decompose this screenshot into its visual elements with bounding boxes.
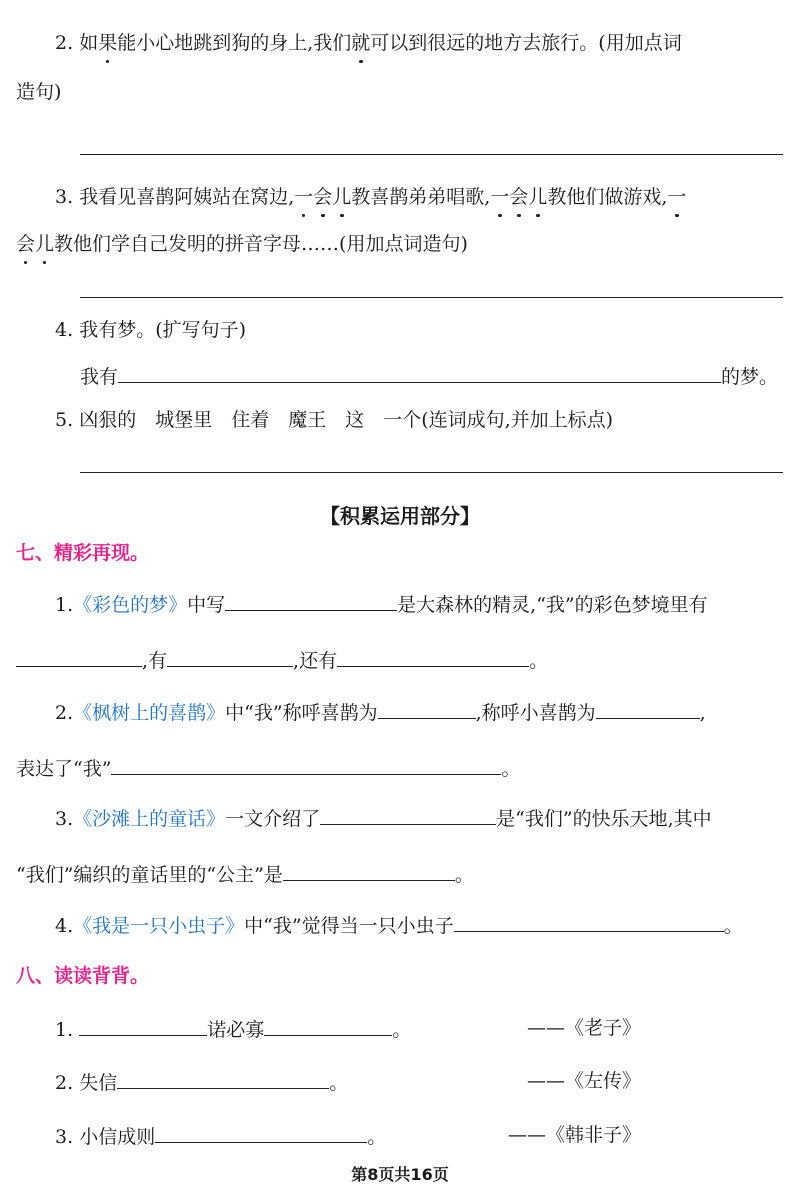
s7-q1-blank-4[interactable]	[337, 646, 529, 667]
s8-item-1	[55, 1015, 411, 1043]
s7-q2-blank-2[interactable]	[596, 698, 700, 719]
q5-prompt	[55, 407, 613, 433]
s7-q4-line1	[55, 911, 743, 939]
q4-fill-line	[80, 362, 778, 390]
q3-line2	[16, 231, 468, 257]
s7-q1-text-b: 是大森林的精灵,“我”的彩色梦境里有	[397, 594, 708, 616]
q3-text-b: 教喜鹊弟弟唱歌,	[351, 186, 491, 208]
s8-item-1-end: 。	[392, 1019, 412, 1041]
q2-line2: 造句)	[16, 81, 62, 103]
s7-q4-text-b: 。	[723, 915, 743, 937]
q3-dotted-word-1: 一会儿	[294, 186, 352, 208]
s8-item-3-source: ——《韩非子》	[508, 1124, 642, 1146]
s7-q2-line2	[16, 754, 520, 782]
q2-line1	[55, 30, 682, 56]
s8-item-3-end: 。	[367, 1126, 387, 1148]
s7-q2-line1	[55, 698, 706, 726]
s7-q2-number: 2.	[55, 702, 74, 724]
q3-number: 3.	[55, 186, 74, 208]
section-8-title: 八、读读背背。	[16, 965, 150, 987]
s8-item-3	[55, 1122, 386, 1150]
s7-q1-blank-3[interactable]	[167, 646, 293, 667]
s8-item-3-blank[interactable]	[155, 1122, 367, 1143]
q5-number: 5.	[55, 409, 74, 431]
s8-item-1-number: 1.	[55, 1019, 74, 1041]
s8-item-1-text: 诺必寡	[207, 1019, 265, 1041]
s7-q2-blank-1[interactable]	[378, 698, 476, 719]
s8-item-1-blank-2[interactable]	[264, 1015, 392, 1036]
s8-item-2-text: 失信	[79, 1072, 118, 1094]
s7-q1-blank-1[interactable]	[225, 590, 397, 611]
q4-prompt	[55, 317, 246, 343]
s7-q1-book-title: 《彩色的梦》	[73, 594, 188, 616]
q3-dotted-word-2: 一会儿	[490, 186, 548, 208]
s7-q1-text-a: 中写	[187, 594, 226, 616]
s8-item-2-number: 2.	[55, 1072, 74, 1094]
s7-q4-number: 4.	[55, 915, 74, 937]
q2-answer-line[interactable]	[80, 154, 783, 155]
q2-text-b: 能小心地跳到狗的身上,我们	[117, 32, 352, 54]
q4-number: 4.	[55, 319, 74, 341]
q3-dotted-word-3: 一	[667, 186, 687, 208]
s7-q2-text-d: 表达了“我”	[16, 758, 112, 780]
s7-q1-text-c: ,有	[142, 650, 168, 672]
s7-q3-line1	[55, 804, 712, 832]
s7-q3-blank-1[interactable]	[320, 804, 496, 825]
s7-q1-text-e: 。	[529, 650, 549, 672]
s7-q4-book-title: 《我是一只小虫子》	[73, 915, 245, 937]
s7-q3-number: 3.	[55, 808, 74, 830]
s7-q1-blank-2[interactable]	[16, 646, 142, 667]
q2-dotted-word-1: 果	[98, 32, 118, 54]
q4-text: 我有梦。(扩写句子)	[79, 319, 247, 341]
q3-text-d: 教他们学自己发明的拼音字母……(用加点词造句)	[54, 233, 468, 255]
part-title: 【积累运用部分】	[320, 504, 480, 528]
q5-answer-line[interactable]	[80, 472, 783, 473]
s8-item-2-source: ——《左传》	[527, 1070, 642, 1092]
s7-q2-text-a: 中“我”称呼喜鹊为	[225, 702, 378, 724]
q3-answer-line[interactable]	[80, 297, 783, 298]
s8-item-2-end: 。	[329, 1072, 349, 1094]
s7-q1-text-d: ,还有	[293, 650, 338, 672]
q3-line1	[55, 184, 686, 210]
s8-item-3-text: 小信成则	[79, 1126, 156, 1148]
s7-q3-text-b: 是“我们”的快乐天地,其中	[496, 808, 712, 830]
s7-q3-blank-2[interactable]	[283, 860, 455, 881]
q2-number: 2.	[55, 32, 74, 54]
s7-q2-book-title: 《枫树上的喜鹊》	[73, 702, 226, 724]
s8-item-2-blank[interactable]	[117, 1068, 329, 1089]
q2-text-c: 可以到很远的地方去旅行。(用加点词	[370, 32, 682, 54]
s7-q1-line1	[55, 590, 708, 618]
s7-q3-text-d: 。	[454, 864, 474, 886]
q3-dotted-word-4: 会儿	[16, 233, 55, 255]
s7-q2-text-e: 。	[501, 758, 521, 780]
q4-blank[interactable]	[118, 362, 721, 383]
s7-q3-text-a: 一文介绍了	[225, 808, 321, 830]
s7-q2-text-c: ,	[699, 702, 706, 724]
s8-item-1-source: ——《老子》	[527, 1017, 642, 1039]
s8-item-3-number: 3.	[55, 1126, 74, 1148]
q3-text-c: 教他们做游戏,	[547, 186, 668, 208]
q5-text: 凶狠的 城堡里 住着 魔王 这 一个(连词成句,并加上标点)	[79, 409, 614, 431]
s7-q2-blank-3[interactable]	[111, 754, 501, 775]
q3-text-a: 我看见喜鹊阿姨站在窝边,	[79, 186, 295, 208]
s7-q3-book-title: 《沙滩上的童话》	[73, 808, 226, 830]
s8-item-1-blank-1[interactable]	[79, 1015, 207, 1036]
s8-item-2	[55, 1068, 348, 1096]
q4-prefix: 我有	[80, 366, 119, 388]
s7-q3-text-c: “我们”编织的童话里的“公主”是	[16, 864, 283, 886]
s7-q3-line2	[16, 860, 474, 888]
s7-q1-number: 1.	[55, 594, 74, 616]
q2-text-a: 如	[79, 32, 99, 54]
page-number: 第8页共16页	[351, 1165, 449, 1184]
section-7-title: 七、精彩再现。	[16, 542, 150, 564]
s7-q4-text-a: 中“我”觉得当一只小虫子	[244, 915, 454, 937]
s7-q2-text-b: ,称呼小喜鹊为	[475, 702, 596, 724]
q2-dotted-word-2: 就	[351, 32, 371, 54]
s7-q4-blank-1[interactable]	[454, 911, 724, 932]
s7-q1-line2	[16, 646, 548, 674]
q4-suffix: 的梦。	[721, 366, 779, 388]
